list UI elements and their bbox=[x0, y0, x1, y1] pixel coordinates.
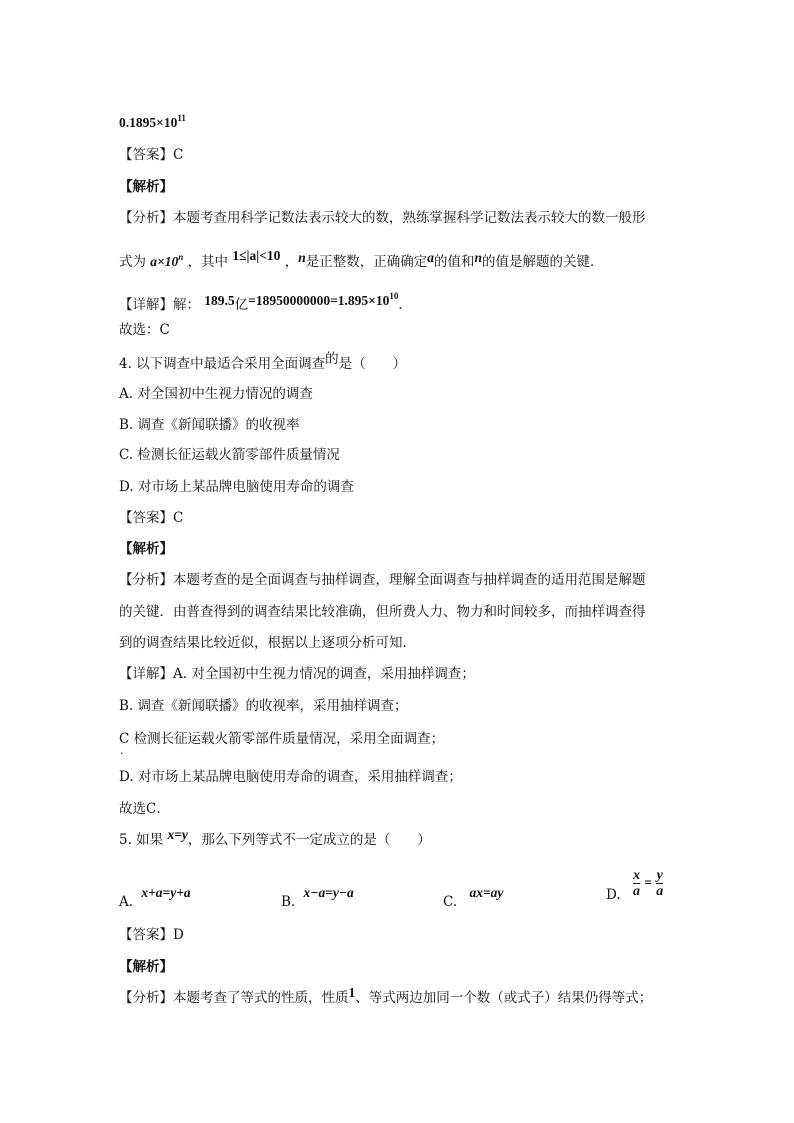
math-expression: n bbox=[474, 250, 482, 265]
math-expression: x=y bbox=[167, 827, 188, 842]
analysis-text: 【分析】本题考查了等式的性质，性质1、等式两边加同一个数（或式子）结果仍得等式； bbox=[119, 985, 653, 1006]
analysis-heading: 【解析】 bbox=[119, 541, 173, 557]
q4-option-b: B. 调查《新闻联播》的收视率 bbox=[119, 417, 300, 433]
answer-line: 【答案】D bbox=[119, 927, 184, 943]
question-4: 4. 以下调查中最适合采用全面调查的是（ ） bbox=[119, 351, 407, 372]
q5-option-a: A. x+a=y+a bbox=[119, 885, 191, 910]
analysis-text: 【分析】本题考查的是全面调查与抽样调查，理解全面调查与抽样调查的适用范围是解题 bbox=[119, 572, 646, 588]
analysis-heading: 【解析】 bbox=[119, 959, 173, 975]
q4-option-c: C. 检测长征运载火箭零部件质量情况 bbox=[119, 447, 340, 463]
math-expression: 0.1895×10 bbox=[119, 115, 178, 130]
detail-line: 【详解】A. 对全国初中生视力情况的调查，采用抽样调查； bbox=[119, 666, 475, 682]
fraction: $\frac{y}{a}$ bbox=[656, 868, 664, 899]
math-expression: a bbox=[427, 250, 434, 265]
answer-line: 【答案】C bbox=[119, 147, 184, 163]
question-5: 5. 如果 x=y，那么下列等式不一定成立的是（ ） bbox=[119, 827, 431, 848]
line-answer-option-d-prev: $0.1895\times 10^{11}$ bbox=[119, 113, 186, 130]
q5-option-c: C. ax=ay bbox=[443, 885, 504, 910]
analysis-text: 【分析】本题考查用科学记数法表示较大的数，熟练掌握科学记数法表示较大的数一般形 bbox=[119, 210, 646, 226]
math-expression: 189.5 bbox=[204, 293, 235, 308]
detail-line: 【详解】解： 189.5亿$=18950000000=1.895\times 10^{10}$． bbox=[119, 291, 412, 313]
q4-option-d: D. 对市场上某品牌电脑使用寿命的调查 bbox=[119, 479, 354, 495]
math-expression: ax=ay bbox=[469, 885, 504, 900]
math-expression: 1≤|a|<10 bbox=[232, 248, 281, 263]
fraction: $\frac{x}{a}$ bbox=[632, 868, 640, 899]
math-expression: a×10 bbox=[150, 254, 179, 269]
math-expression: x−a=y−a bbox=[303, 885, 354, 900]
math-expression: $\frac{x}{a}$ = $\frac{y}{a}$ bbox=[632, 868, 664, 899]
analysis-text-cont: 到的调查结果比较近似，根据以上逐项分析可知． bbox=[119, 635, 416, 651]
q5-option-d: D. $\frac{x}{a}$ = $\frac{y}{a}$ bbox=[606, 868, 664, 903]
detail-line: B. 调查《新闻联播》的收视率，采用抽样调查； bbox=[119, 698, 408, 714]
math-expression: x+a=y+a bbox=[141, 885, 191, 900]
analysis-text-cont: 式为 $a\times 10^n$ ，其中 1≤|a|<10 ，n是正整数，正确确定a的值和n的值是解题的关键． bbox=[119, 248, 604, 270]
choice-line: 故选：C bbox=[119, 322, 170, 338]
q4-option-a: A. 对全国初中生视力情况的调查 bbox=[119, 386, 313, 402]
math-expression: n bbox=[298, 250, 306, 265]
analysis-text-cont: 的关键．由普查得到的调查结果比较准确，但所费人力、物力和时间较多，而抽样调查得 bbox=[119, 604, 646, 620]
detail-line: D. 对市场上某品牌电脑使用寿命的调查，采用抽样调查； bbox=[119, 769, 462, 785]
choice-line: 故选C． bbox=[119, 801, 170, 817]
answer-line: 【答案】C bbox=[119, 510, 184, 526]
detail-line: C . 检测长征运载火箭零部件质量情况，采用全面调查； bbox=[119, 731, 445, 757]
math-expression: 1 bbox=[348, 985, 356, 1000]
q5-option-b: B. x−a=y−a bbox=[281, 885, 354, 910]
analysis-heading: 【解析】 bbox=[119, 179, 173, 195]
math-expression: =18950000000=1.895×10 bbox=[248, 293, 390, 308]
